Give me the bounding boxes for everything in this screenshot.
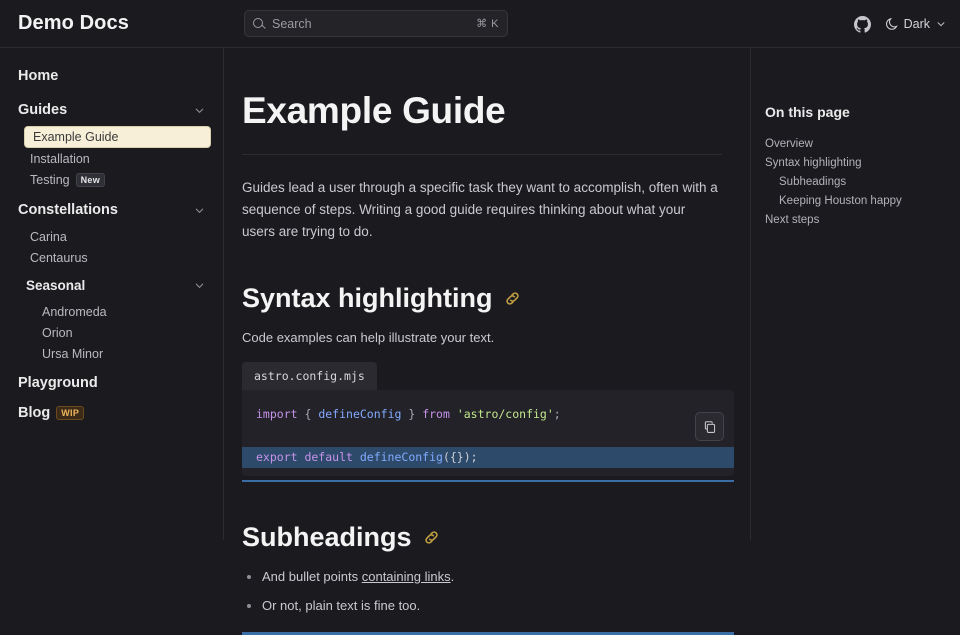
code-block	[242, 362, 734, 482]
toc-title: On this page	[765, 104, 850, 120]
code-token-defineconfig-call: defineConfig	[352, 449, 443, 464]
sidebar-item-example-guide[interactable]: Example Guide	[24, 126, 211, 148]
copy-icon	[703, 420, 717, 434]
sidebar-item-installation[interactable]: Installation	[30, 151, 90, 166]
page-body	[0, 48, 960, 614]
theme-toggle[interactable]	[885, 17, 946, 31]
sidebar-subgroup-seasonal-title: Seasonal	[26, 278, 86, 293]
code-line-blank	[242, 426, 734, 447]
theme-label: Dark	[903, 17, 930, 31]
link-anchor-icon[interactable]	[504, 290, 521, 307]
sidebar-group-guides-title: Guides	[18, 102, 68, 118]
toc-link-syntax-highlighting[interactable]: Syntax highlighting	[765, 156, 862, 169]
code-token-defineconfig: defineConfig	[318, 407, 402, 422]
code-block-accent-rule	[242, 480, 734, 482]
search-container	[244, 10, 508, 37]
sidebar-home-label[interactable]: Home	[18, 68, 59, 84]
code-token-brace-close: }	[401, 407, 423, 422]
sidebar-item-testing-label: Testing	[30, 172, 70, 187]
section-heading-text: Subheadings	[242, 522, 412, 553]
copy-code-button[interactable]	[695, 412, 724, 441]
sidebar-subgroup-seasonal-header[interactable]	[0, 272, 223, 299]
moon-icon	[885, 18, 898, 31]
list-item-text: And bullet points	[262, 569, 362, 585]
title-divider	[242, 154, 722, 155]
github-icon	[854, 16, 871, 33]
sidebar-group-constellations-title: Constellations	[18, 202, 118, 218]
code-token-semicolon: ;	[553, 407, 561, 422]
sidebar-group-guides	[0, 96, 223, 194]
sidebar-subgroup-seasonal-items	[0, 299, 223, 368]
sidebar-item-orion[interactable]: Orion	[42, 325, 73, 340]
list-item-text-end: .	[450, 569, 455, 585]
sidebar-item-andromeda[interactable]: Andromeda	[42, 304, 107, 319]
sidebar	[0, 48, 224, 540]
code-token-brace-open: {	[297, 407, 319, 422]
code-tabbar	[242, 362, 734, 390]
bullet-list	[262, 567, 722, 616]
status-badge-wip: WIP	[56, 406, 84, 420]
toc-link-next-steps[interactable]: Next steps	[765, 213, 820, 226]
sidebar-group-constellations	[0, 196, 223, 368]
code-line-1	[242, 404, 734, 425]
sidebar-group-guides-items	[0, 124, 223, 194]
code-token-from: from	[422, 407, 450, 422]
sidebar-item-ursa-minor[interactable]: Ursa Minor	[42, 346, 104, 361]
link-anchor-icon[interactable]	[423, 529, 440, 546]
code-line-2-highlighted	[242, 447, 734, 468]
sidebar-item-blog-label: Blog	[18, 405, 51, 421]
code-token-import: import	[256, 407, 298, 422]
sidebar-group-constellations-items	[0, 224, 223, 272]
code-token-args: ({});	[442, 449, 478, 464]
chevron-down-icon	[194, 105, 205, 116]
sidebar-group-constellations-header[interactable]	[0, 196, 223, 224]
toc-link-keeping-houston-happy[interactable]: Keeping Houston happy	[779, 194, 902, 207]
section-heading-text: Syntax highlighting	[242, 282, 493, 313]
chevron-down-icon	[194, 205, 205, 216]
search-input[interactable]	[244, 10, 508, 37]
github-link[interactable]	[854, 16, 871, 33]
chevron-down-icon	[194, 280, 205, 291]
inline-link[interactable]: containing links	[361, 569, 451, 585]
toc-link-overview[interactable]: Overview	[765, 137, 813, 150]
sidebar-item-playground[interactable]: Playground	[18, 375, 98, 391]
search-shortcut-hint: ⌘ K	[476, 18, 499, 30]
sidebar-bottom-links	[0, 368, 223, 428]
section-heading-syntax-highlighting	[242, 283, 722, 314]
brand-title[interactable]: Demo Docs	[18, 12, 129, 34]
table-of-contents	[750, 48, 960, 540]
list-item	[262, 596, 722, 616]
syntax-intro-paragraph: Code examples can help illustrate your text.	[242, 329, 495, 345]
status-badge-new: New	[76, 173, 105, 187]
sidebar-item-carina[interactable]: Carina	[30, 229, 67, 244]
section-heading-subheadings	[242, 522, 722, 553]
app-header	[0, 0, 960, 48]
search-icon	[253, 18, 265, 30]
toc-link-subheadings[interactable]: Subheadings	[779, 175, 847, 188]
sidebar-item-home[interactable]	[0, 62, 223, 94]
content-column	[242, 90, 722, 635]
page-title: Example Guide	[242, 90, 506, 131]
code-body	[242, 390, 734, 476]
chevron-down-icon	[936, 19, 946, 29]
sidebar-item-blog[interactable]	[18, 398, 205, 428]
list-item-text: Or not, plain text is fine too.	[262, 598, 421, 614]
header-actions	[854, 0, 946, 48]
code-token-module-path: 'astro/config'	[449, 407, 554, 422]
search-placeholder: Search	[272, 16, 312, 31]
intro-paragraph: Guides lead a user through a specific task they want to accomplish, often with a sequence of steps. Writing a good guide requires thinking about what your users are trying to do.	[242, 180, 718, 239]
code-token-export-default: export default	[256, 449, 353, 464]
list-item	[262, 567, 722, 587]
code-tab-filename[interactable]: astro.config.mjs	[242, 362, 377, 390]
sidebar-item-testing[interactable]	[0, 169, 223, 190]
main-content	[224, 48, 750, 614]
sidebar-item-centaurus[interactable]: Centaurus	[30, 250, 88, 265]
sidebar-group-guides-header[interactable]	[0, 96, 223, 124]
